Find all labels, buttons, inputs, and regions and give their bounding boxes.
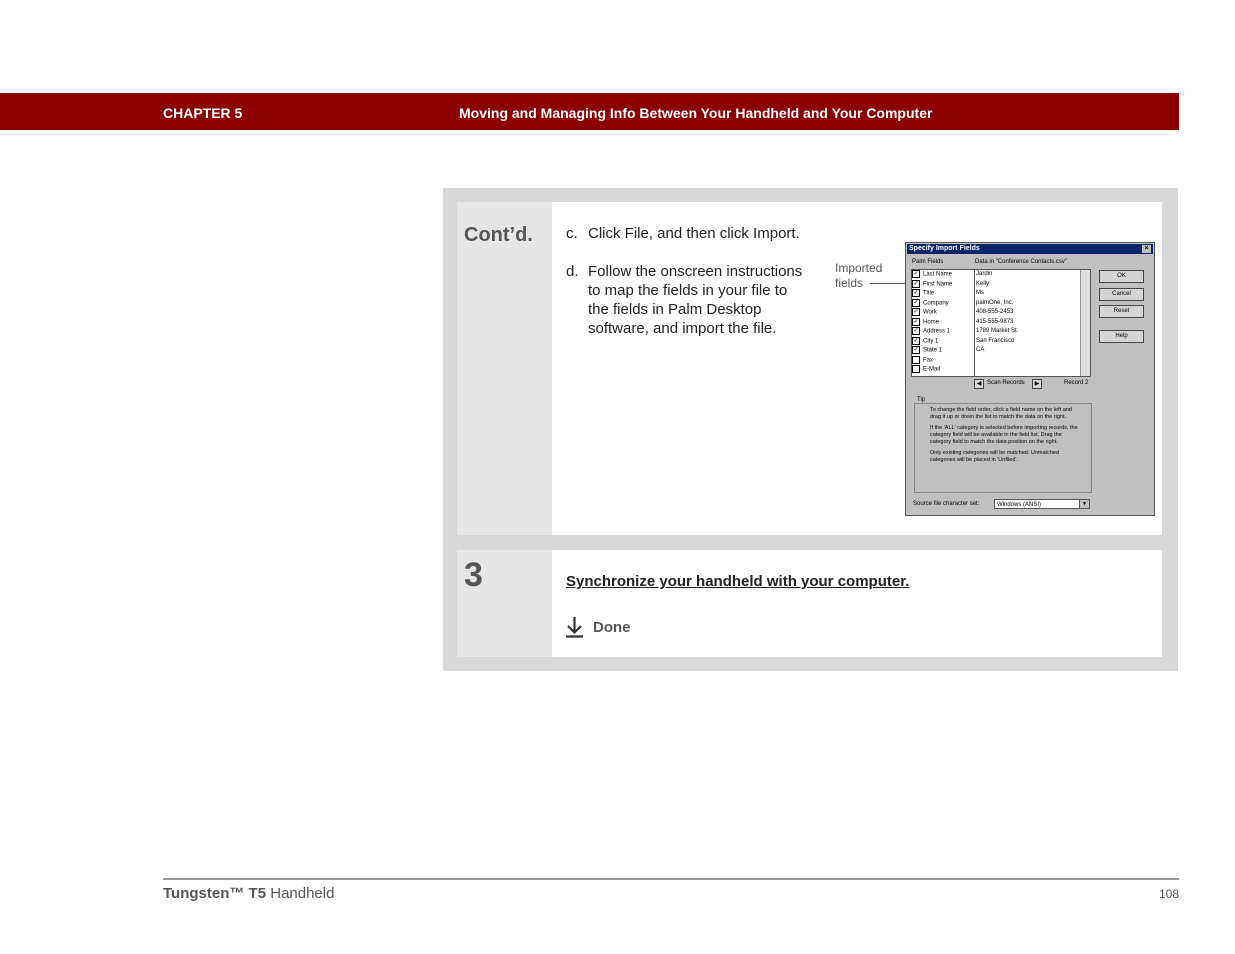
data-value: 408-555-2453	[976, 309, 1014, 315]
data-values-list[interactable]	[974, 269, 1091, 377]
step-label-column	[457, 202, 552, 535]
field-name: State 1	[923, 347, 943, 354]
list-item[interactable]	[912, 365, 974, 375]
field-name: Company	[923, 300, 949, 307]
data-value: 415-555-9873	[976, 318, 1014, 325]
data-value: Jardin	[976, 271, 993, 277]
instruction-text: Click File, and then click Import.	[588, 225, 800, 242]
data-value: San Francisco	[976, 337, 1015, 344]
field-name: Fax	[923, 357, 934, 364]
checkbox[interactable]	[912, 356, 920, 364]
footer-brand: Tungsten™ T5	[163, 885, 267, 902]
field-name: Address 1	[923, 328, 951, 335]
step-continued	[457, 202, 1162, 535]
continued-label: Cont’d.	[464, 224, 533, 246]
imported-fields-callout	[835, 261, 882, 291]
footer-divider	[163, 878, 1179, 880]
tip-label: Tip	[917, 397, 926, 403]
field-name: Title	[923, 290, 935, 297]
list-item[interactable]	[912, 346, 974, 356]
close-icon[interactable]: ×	[1142, 245, 1151, 253]
list-item[interactable]	[912, 280, 974, 290]
field-name: Last Name	[923, 271, 953, 278]
previous-record-arrow-icon[interactable]: ◀	[974, 379, 984, 389]
field-name: City 1	[923, 338, 939, 345]
checkbox[interactable]: ✓	[913, 271, 919, 277]
list-item[interactable]	[912, 289, 974, 299]
step-label-column	[457, 550, 552, 657]
data-file-header: Data in "Conference Contacts.csv"	[975, 259, 1067, 265]
chevron-down-icon[interactable]: ▼	[1079, 500, 1089, 508]
dialog-title-bar	[907, 244, 1153, 254]
data-value: palmOne, Inc.	[976, 299, 1014, 306]
list-item[interactable]	[912, 299, 974, 309]
charset-value: Windows (ANSI)	[997, 502, 1042, 508]
next-record-arrow-icon[interactable]: ▶	[1032, 379, 1042, 389]
dialog-title: Specify Import Fields	[909, 245, 980, 252]
callout-leader-line	[870, 283, 908, 284]
list-item[interactable]	[912, 327, 974, 337]
list-item[interactable]	[912, 308, 974, 318]
checkbox[interactable]: ✓	[913, 299, 919, 306]
checkbox[interactable]	[912, 365, 920, 373]
step-number: 3	[464, 556, 483, 594]
list-item[interactable]	[912, 337, 974, 347]
page-number: 108	[1158, 887, 1179, 901]
reset-button[interactable]: Reset	[1099, 305, 1144, 318]
checkbox[interactable]: ✓	[913, 337, 919, 344]
checkbox[interactable]: ✓	[913, 347, 919, 353]
data-value: 1789 Market St.	[976, 328, 1019, 334]
record-counter: Record 2	[1064, 380, 1089, 386]
specify-import-fields-dialog	[905, 242, 1155, 516]
checkbox[interactable]: ✓	[913, 318, 919, 325]
list-item[interactable]	[912, 270, 974, 280]
checkbox[interactable]: ✓	[913, 309, 919, 315]
tip-text	[930, 407, 1080, 468]
scan-records-label: Scan Records	[987, 380, 1025, 386]
callout-line-2: fields	[835, 276, 864, 290]
instruction-list	[566, 224, 811, 357]
checkbox[interactable]: ✓	[913, 290, 919, 296]
checkbox[interactable]: ✓	[913, 328, 919, 334]
chapter-header-bar	[0, 93, 1179, 130]
charset-select[interactable]	[994, 499, 1090, 509]
data-value: CA	[976, 347, 985, 353]
footer-product: Handheld	[270, 885, 335, 902]
chapter-title: Moving and Managing Info Between Your Handheld and Your Computer	[459, 105, 933, 121]
field-name: Work	[923, 309, 937, 316]
footer-product-name	[163, 885, 334, 902]
tip-paragraph: If the 'ALL' category is selected before importing records, the category field will be available in the field list. Drag the category field to match the data position on the right.	[930, 425, 1078, 445]
callout-line-1: Imported	[835, 261, 883, 275]
field-name: First Name	[923, 281, 953, 288]
list-item[interactable]	[912, 356, 974, 366]
instruction-letter: d.	[566, 263, 579, 280]
instruction-item	[566, 262, 811, 338]
field-name: E-Mail	[923, 366, 941, 373]
charset-label: Source file character set:	[913, 501, 980, 507]
instruction-letter: c.	[566, 225, 578, 242]
done-arrow-icon	[566, 616, 583, 638]
cancel-button[interactable]: Cancel	[1099, 288, 1144, 301]
instruction-item	[566, 224, 811, 243]
checkbox[interactable]: ✓	[913, 280, 919, 287]
done-label: Done	[593, 619, 631, 636]
tip-paragraph: To change the field order, click a field name on the left and drag it up or down the list to match the data on the right.	[930, 407, 1072, 420]
instruction-text: Follow the onscreen instructions to map the fields in your file to the fields in Palm Desktop software, and import the file.	[588, 263, 803, 337]
field-name: Home	[923, 319, 940, 326]
help-button[interactable]: Help	[1099, 330, 1144, 343]
data-value: Kelly	[976, 280, 990, 287]
chapter-number: CHAPTER 5	[163, 105, 243, 121]
data-value: Ms	[976, 290, 984, 296]
palm-fields-list[interactable]	[911, 269, 975, 377]
vertical-scrollbar[interactable]	[1080, 270, 1090, 376]
step-3	[457, 550, 1162, 657]
ok-button[interactable]: OK	[1099, 270, 1144, 283]
synchronize-link[interactable]: Synchronize your handheld with your computer.	[566, 573, 910, 590]
palm-fields-header: Palm Fields	[912, 259, 944, 265]
list-item[interactable]	[912, 318, 974, 328]
tip-paragraph: Only existing categories will be matched. Unmatched categories will be placed in 'Unfiled'.	[930, 450, 1060, 463]
